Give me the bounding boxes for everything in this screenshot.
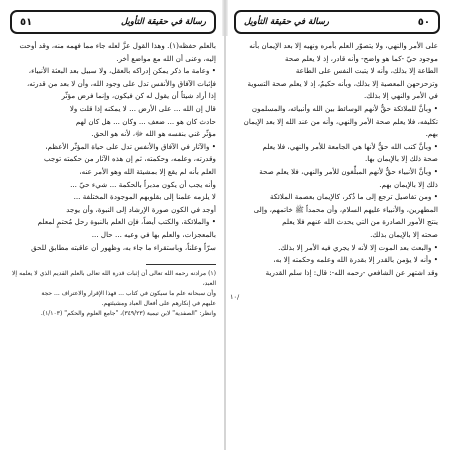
left-page-body <box>12 40 216 254</box>
left-line: بالعلم حفظه(١). وهذا القول عزَّ لعله جاء مما فهمه منه، وقد أوحت <box>19 41 216 50</box>
right-line: صحته إلا بالإيمان بذلك. <box>370 229 438 239</box>
left-line: إليه، وعنى أن الله مع مواضع أخر. <box>116 53 216 63</box>
left-line: لا يلزمه علمنا إلى بقلوبهم الموجودة المختلفة ... <box>73 192 216 202</box>
left-line: سرّاً وعلناً، وباستقراء ما جاء به، وظهور أن عاقبته مطابق للحق <box>31 242 216 252</box>
left-page <box>0 36 224 450</box>
right-line: وتزحزحهن المعصية إلا بذلك، وبأنه حكيمٌ، إذ لا يعلم صحة التسوية <box>247 78 438 88</box>
right-line: • وبأنَّ للملائكة حقٌّ لأنهم الوسائط بين الله وأنبيائه، والمسلمون <box>251 103 438 113</box>
right-line: • ومن تفاصيل ترجع إلى ما ذُكر، كالإيمان بعصمة الملائكة <box>270 192 438 202</box>
left-line: بالمعجزات، والعلم بها في وعيه ... حال ... <box>91 229 216 239</box>
right-line: المطهرين، والأنبياء عليهم السلام، وأن محمداً ﷺ خاتمهم، وإلى <box>253 204 438 214</box>
left-line: حادث كان هو ... ضعف ... وكان ... هل كان لهم <box>75 116 216 126</box>
left-page-footnotes <box>12 269 216 319</box>
right-line: صحة ذلك إلا بالإيمان بها. <box>365 154 438 164</box>
left-line: • والآثار في الآفاق والأنفس تدل على حياة المؤثّر الأعظم، <box>45 141 216 151</box>
right-line: بهم. <box>425 129 438 139</box>
right-page-header <box>234 10 440 34</box>
left-running-title: رسالة في حقيقة التأويل <box>121 17 206 27</box>
left-line: إذا أراد شيئاً أن يقول له كن فيكون، وإنما فرض مؤثّر <box>61 91 216 101</box>
right-line: ينتج الأمور الصادرة من التي يحدث الله عنهم فلا يعلم <box>282 217 438 227</box>
left-line: وقدرته، وعلمه، وحكمته، ثم إن هذه الآثار من حكمته توجب <box>43 154 216 164</box>
right-line: تكليفه، فلا يعلم صحة الأمر والنهي، وأنه من عند الله إلا بعد الإيمان <box>243 116 438 126</box>
right-line: موجود حيّ -كما هو واضح- وأنه قادر، إذ لا يعلم صحة <box>284 53 438 63</box>
footnote-line: وأن سبحانه علم ما سيكون في كتاب ... فهذا الإقرار والاعتراف ... حجة <box>41 290 216 298</box>
right-page-number: ٥٠ <box>417 16 430 28</box>
right-line: الطاعة إلا بذلك، وأنه لا يتبت النفس على الطاعة <box>295 66 438 76</box>
right-line: في الأمر والنهي إلا بذلك. <box>363 91 438 101</box>
right-line: • وبأنَّ الأنبياء حقٌّ لأنهم المبلِّغون للأمر والنهي، فلا يعلم صحة <box>259 166 438 176</box>
right-line: على الأمر والنهي، ولا يتصوّر العلم بأمره ونهيه إلا بعد الإيمان بأنه <box>249 41 438 50</box>
right-line: • والبعث بعد الموت إلا لأنه لا يجري فيه الأمر إلا بذلك. <box>278 242 438 252</box>
right-page-body <box>234 40 438 279</box>
right-running-title: رسالة في حقيقة التأويل <box>244 17 329 27</box>
left-line: • والملائكة، والكتب أيضاً، فإن العلم بالنبوة رحل مُحتمٍ لمعلم <box>37 217 216 227</box>
left-page-number: ٥١ <box>20 16 33 28</box>
manuscript-folio-mark: ١٠/ <box>230 293 240 301</box>
footnote-line: وانظر: "الصفدية" لابن تيمية (٣٤٩/٢٣)، "جامع العلوم والحكم" (١/١٠٣). <box>40 310 216 318</box>
left-line: وأنه يجب أن يكون مدبراً بالحكمة ... شيء حيّ ... <box>70 179 216 189</box>
left-line: فإثبات الآفاق والأنفس تدل على وجود الله، وأن لا بعد من قدرته، <box>26 78 216 88</box>
left-page-header <box>10 10 216 34</box>
left-line: قال إن الله ... على الأرض ... لا يمكنه إذا قلت ولا <box>69 103 216 113</box>
right-line: • وأنه لا يؤمن بالقدر إلا بقدرة الله وعلمه وحكمته إلا به، <box>273 255 438 265</box>
right-line: ذلك إلا بالإيمان بهم. <box>379 179 438 189</box>
right-line: وقد اشتهر عن الشافعي -رحمه الله-: قال: إذا سلم القدرية <box>265 267 438 277</box>
left-line: أوجد في الكون صورة الإرشاد إلى النبوة، وأن يوجد <box>66 204 216 214</box>
left-line: مؤثّر غني بنفسه هو الله ﷻ، لأنه هو الحق. <box>91 129 216 139</box>
footnote-line: عليهم في إنكارهم على أفعال العباد ومشيئتهم. <box>101 300 216 308</box>
left-line: العلم بأنه لم يقع إلا بمشيئة الله وهو الأمر عنه، <box>79 166 216 176</box>
footnote-divider <box>146 264 216 265</box>
right-line: • وبأنَّ كتب الله حقٌّ لأنها هي الجامعة للأمر والنهي، فلا يعلم <box>262 141 438 151</box>
right-page <box>226 36 450 450</box>
left-line: • وعامة ما ذكر يمكن إدراكه بالعقل، ولا سبيل بعد البعثة الأنبياء، <box>28 66 216 76</box>
footnote-line: (١) مرادنه رحمه الله تعالى أن إثبات قدرة الله تعالى بالعلم القديم الذي لا يعلمه إلا العبد، <box>12 270 216 288</box>
